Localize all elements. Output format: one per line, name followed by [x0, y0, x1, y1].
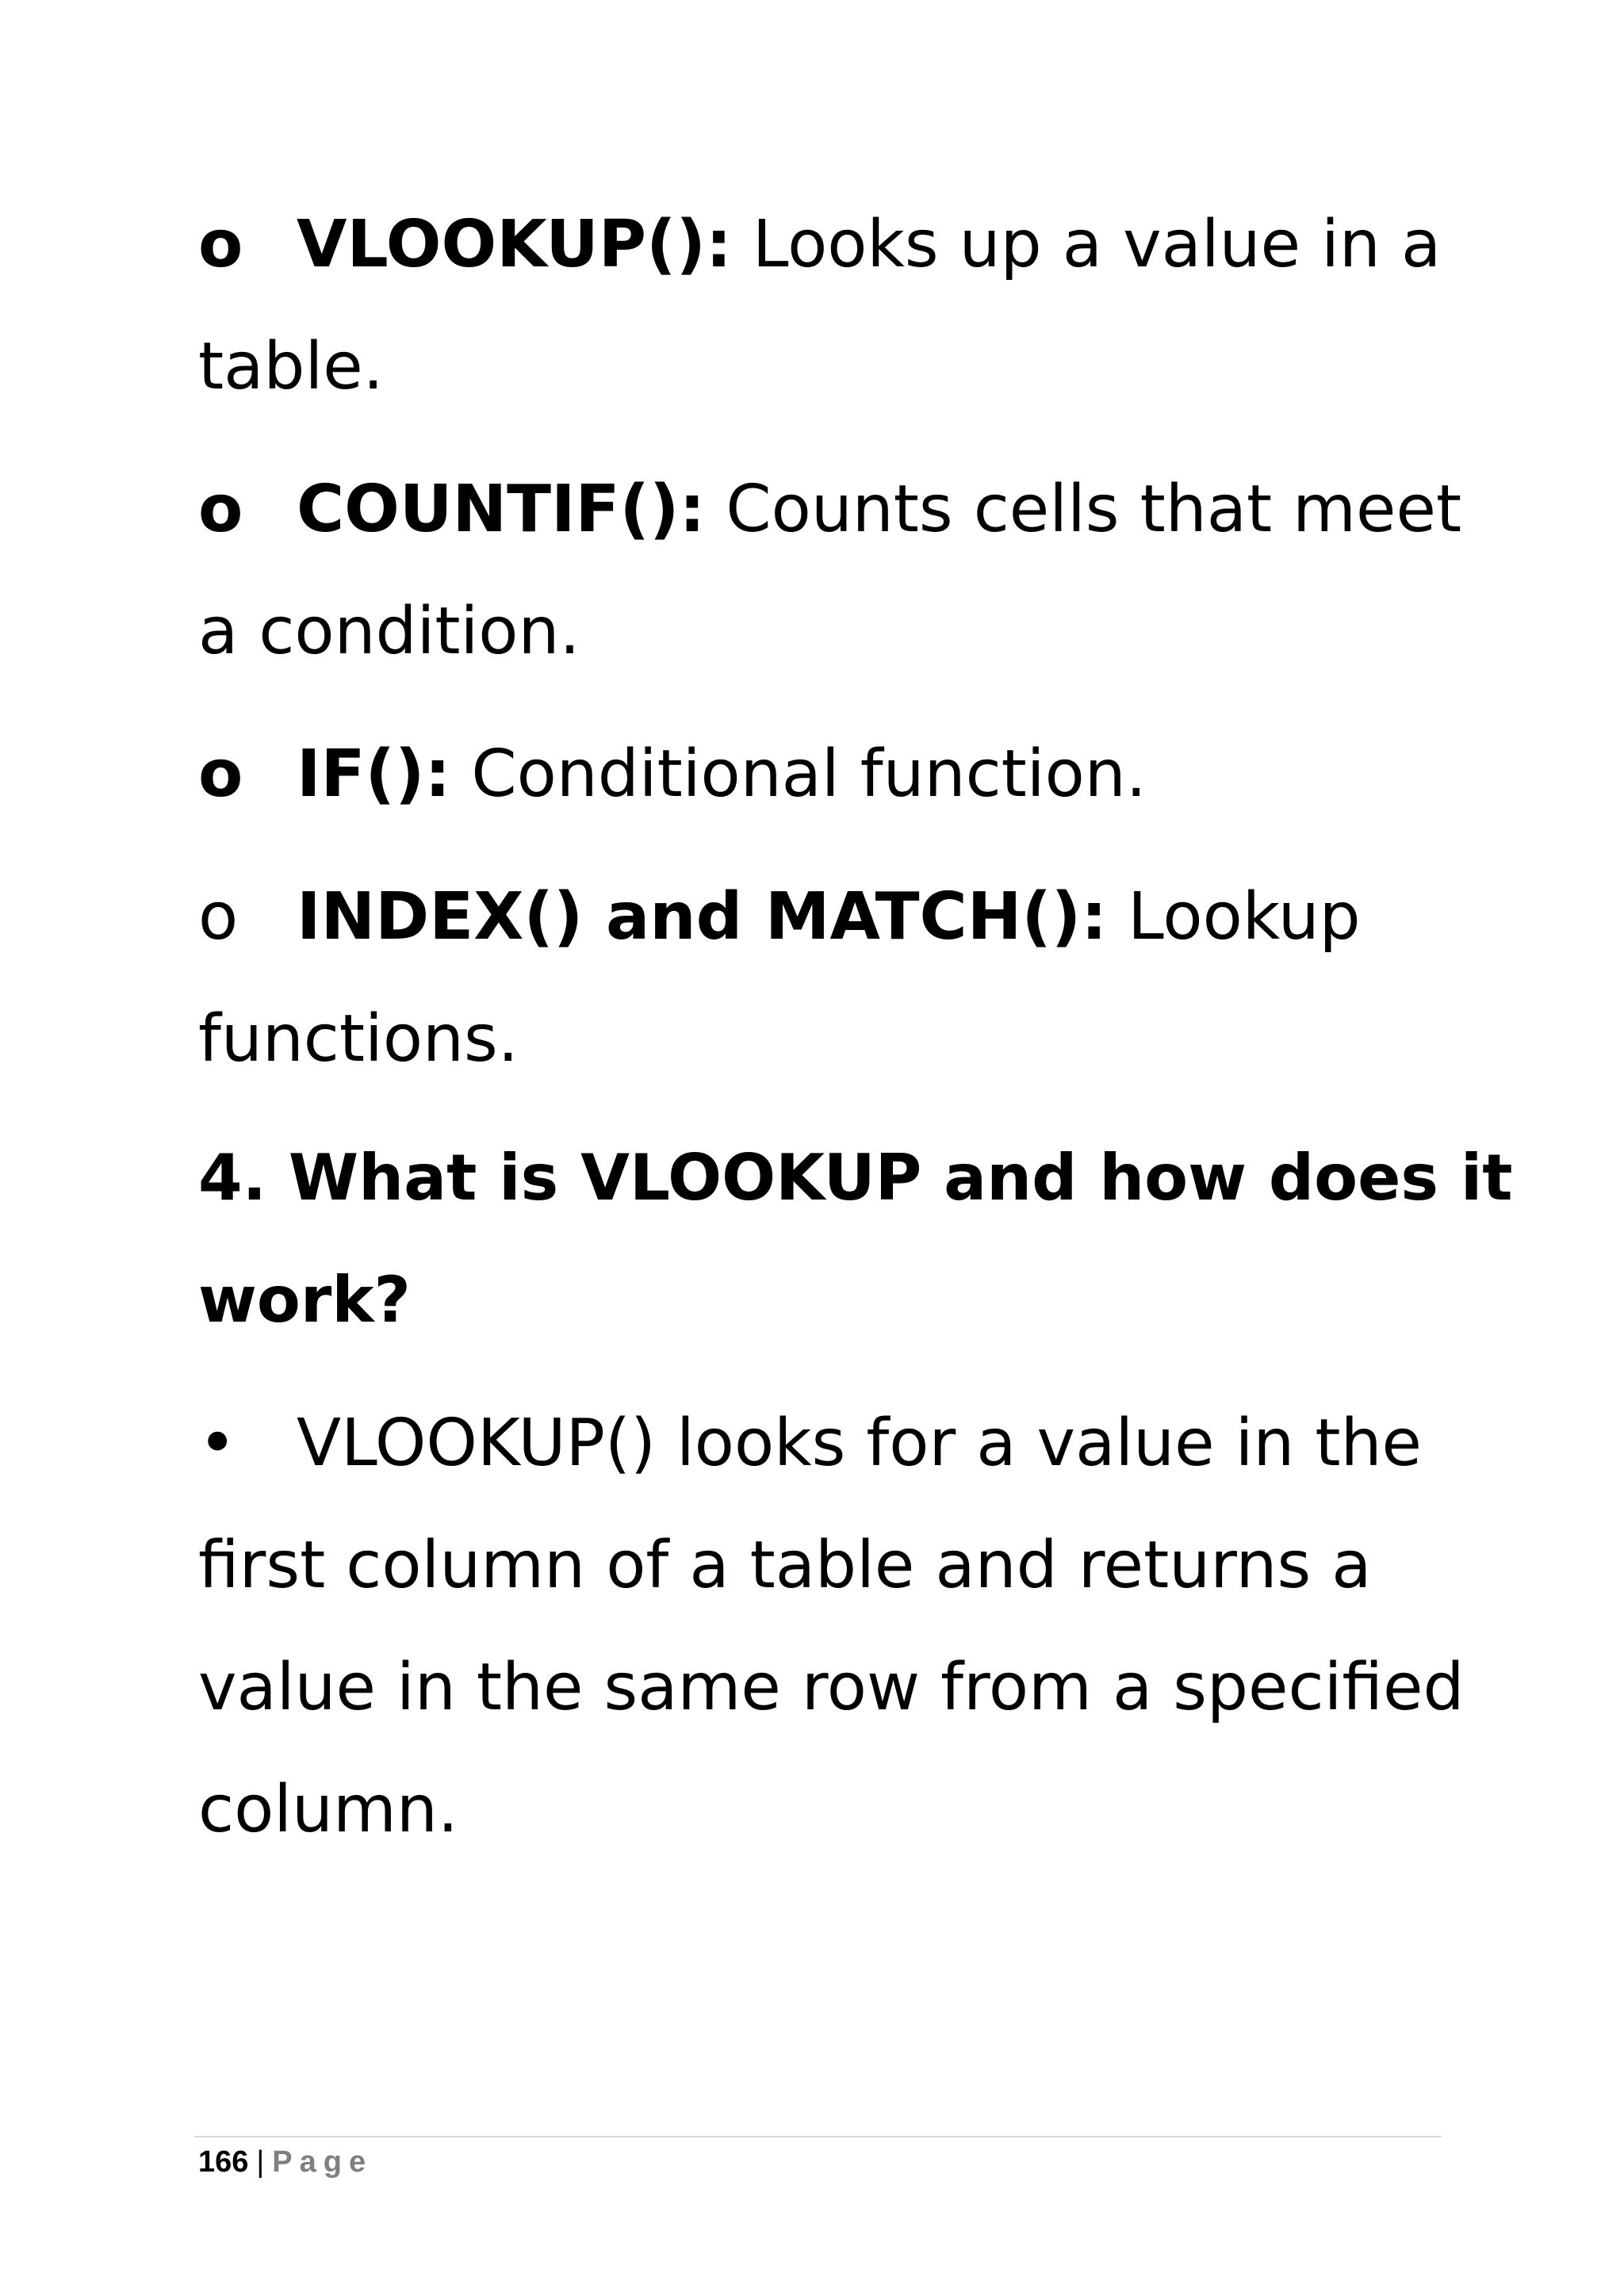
- answer-line: column.: [198, 1772, 458, 1847]
- function-term: COUNTIF():: [297, 472, 706, 547]
- list-item: [297, 737, 1147, 812]
- item-continuation: functions.: [198, 1001, 519, 1077]
- function-term: IF():: [297, 737, 451, 812]
- function-description: Conditional function.: [471, 737, 1147, 812]
- page-footer: [198, 2145, 373, 2179]
- answer-line: value in the same row from a specified: [198, 1650, 1465, 1725]
- page-label: Page: [272, 2145, 373, 2179]
- footer-separator: |: [256, 2145, 265, 2179]
- answer-line: first column of a table and returns a: [198, 1528, 1372, 1603]
- function-term: VLOOKUP():: [297, 207, 732, 282]
- question-heading-continuation: work?: [198, 1263, 411, 1337]
- function-description: Counts cells that meet: [726, 472, 1462, 547]
- page-number: 166: [198, 2145, 249, 2179]
- list-item: [297, 207, 1442, 282]
- item-continuation: a condition.: [198, 594, 580, 669]
- bullet-marker: o: [198, 207, 243, 282]
- function-term: INDEX() and MATCH():: [297, 879, 1108, 955]
- bullet-marker: o: [198, 737, 243, 812]
- question-heading: 4. What is VLOOKUP and how does it: [198, 1141, 1513, 1215]
- list-item: [297, 879, 1361, 955]
- answer-line: VLOOKUP() looks for a value in the: [297, 1406, 1422, 1481]
- footer-divider: [194, 2136, 1442, 2137]
- function-description: Lookup: [1128, 879, 1361, 955]
- list-item: [297, 472, 1462, 547]
- bullet-marker: o: [198, 472, 243, 547]
- item-continuation: table.: [198, 329, 384, 404]
- answer-bullet: •: [198, 1406, 237, 1481]
- function-description: Looks up a value in a: [752, 207, 1442, 282]
- bullet-marker: o: [198, 879, 239, 955]
